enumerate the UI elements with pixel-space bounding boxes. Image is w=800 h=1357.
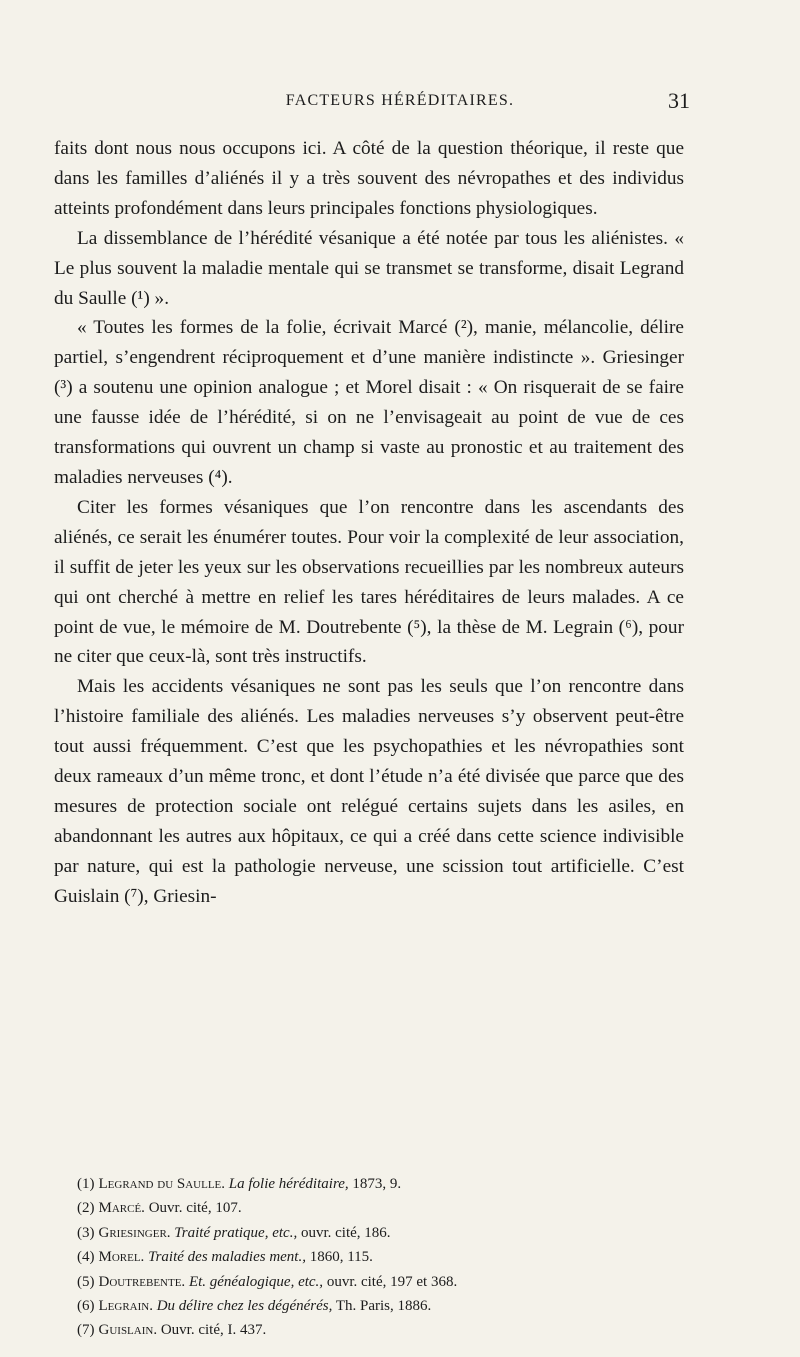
paragraph: La dissemblance de l’hérédité vésanique a été notée par tous les aliénistes. « Le plus souvent la maladie mentale qui se transmet se transforme, disait Legrand du Saulle (¹) ». bbox=[54, 227, 684, 309]
footnote-marker: (3) bbox=[77, 1224, 95, 1241]
running-title: FACTEURS HÉRÉDITAIRES. bbox=[285, 92, 515, 109]
footnote-rest: 1860, 115. bbox=[309, 1249, 373, 1266]
footnote-author: Morel. bbox=[98, 1249, 145, 1266]
footnote-author: Guislain. bbox=[98, 1322, 158, 1339]
footnote bbox=[77, 1270, 717, 1294]
footnote bbox=[77, 1221, 717, 1245]
footnote-marker: (6) bbox=[77, 1298, 95, 1315]
footnote-author: Griesinger. bbox=[98, 1224, 171, 1241]
footnotes bbox=[77, 1172, 717, 1343]
footnote bbox=[77, 1318, 717, 1342]
paragraph: Mais les accidents vésaniques ne sont pas les seuls que l’on rencontre dans l’histoire familiale des aliénés. Les maladies nerveuses s’y observent peut-être tout aussi fréquemment. C’est que les psychopathies et les névropathies sont deux rameaux d’un même tronc, et dont l’étude n’a été divisée que parce que des mesures de protection sociale ont relégué certains sujets dans les asiles, en abandonnant les autres aux hôpitaux, ce qui a créé dans cette science indivisible par nature, qui est la pathologie nerveuse, une scission tout artificielle. C’est Guislain (⁷), Griesin- bbox=[54, 676, 684, 907]
body-text bbox=[54, 134, 684, 912]
footnote bbox=[77, 1245, 717, 1269]
page-number: 31 bbox=[668, 88, 690, 113]
footnote-marker: (7) bbox=[77, 1322, 95, 1339]
footnote-rest: Th. Paris, 1886. bbox=[335, 1298, 432, 1315]
footnote-author: Legrand du Saulle. bbox=[98, 1176, 226, 1192]
footnote-marker: (5) bbox=[77, 1273, 95, 1290]
footnote bbox=[77, 1172, 717, 1196]
footnote-rest: 1873, 9. bbox=[352, 1176, 402, 1192]
footnote-title: Du délire chez les dégénérés, bbox=[156, 1298, 333, 1315]
footnote-title: Traité des maladies ment., bbox=[148, 1249, 306, 1266]
footnote-marker: (4) bbox=[77, 1249, 95, 1266]
footnote-title: La folie héréditaire, bbox=[228, 1176, 349, 1192]
footnote-title: Et. généalogique, etc., bbox=[188, 1273, 324, 1290]
footnote-author: Legrain. bbox=[98, 1298, 153, 1315]
footnote-rest: Ouvr. cité, 107. bbox=[148, 1200, 242, 1217]
paragraph: faits dont nous nous occupons ici. A côté de la question théorique, il reste que dans les familles d’aliénés il y a très souvent des névropathes et des individus atteints profondément dans leurs principales fonctions physiologiques. bbox=[54, 138, 684, 219]
footnote-rest: ouvr. cité, 186. bbox=[300, 1224, 391, 1241]
footnote-marker: (1) bbox=[77, 1176, 95, 1192]
paragraph: Citer les formes vésaniques que l’on rencontre dans les ascendants des aliénés, ce serait les énumérer toutes. Pour voir la complexité de leur association, il suffit de jeter les yeux sur les observations recueillies par les nombreux auteurs qui ont cherché à mettre en relief les tares héréditaires de leurs malades. A ce point de vue, le mémoire de M. Doutrebente (⁵), la thèse de M. Legrain (⁶), pour ne citer que ceux-là, sont très instructifs. bbox=[54, 496, 684, 668]
footnote-rest: ouvr. cité, 197 et 368. bbox=[326, 1273, 458, 1290]
footnote-marker: (2) bbox=[77, 1200, 95, 1217]
footnote bbox=[77, 1196, 717, 1220]
footnote bbox=[77, 1294, 717, 1318]
footnote-rest: Ouvr. cité, I. 437. bbox=[160, 1322, 267, 1339]
footnote-title: Traité pratique, etc., bbox=[174, 1224, 298, 1241]
running-head bbox=[0, 88, 800, 116]
footnote-author: Marcé. bbox=[98, 1200, 145, 1217]
footnote-author: Doutrebente. bbox=[98, 1273, 186, 1290]
paragraph: « Toutes les formes de la folie, écrivait Marcé (²), manie, mélancolie, délire partiel, s’engendrent réciproquement et d’une manière indistincte ». Griesinger (³) a soutenu une opinion analogue ; et Morel disait : « On risquerait de se faire une fausse idée de l’hérédité, si on ne l’envisageait au point de vue de ces transformations qui ouvrent un champ si vaste au pronostic et au traitement des maladies nerveuses (⁴). bbox=[54, 317, 684, 488]
